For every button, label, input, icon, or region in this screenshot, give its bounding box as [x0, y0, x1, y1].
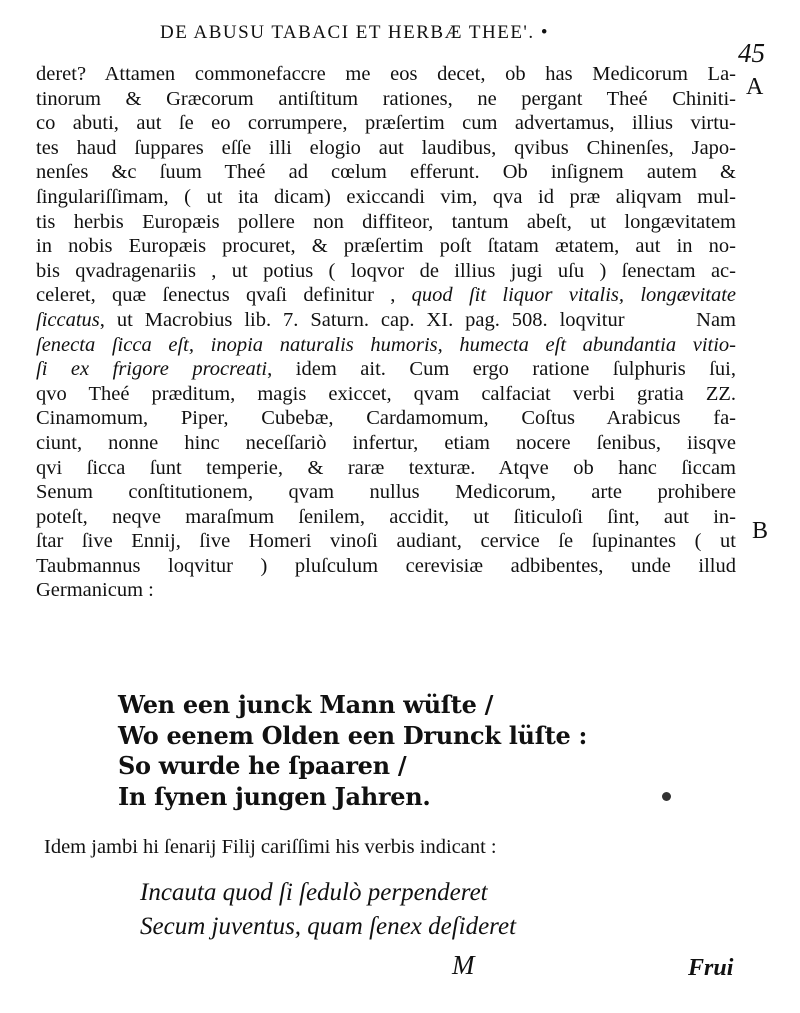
text-line — [36, 308, 736, 333]
verse-line: So wurde he ſpaaren / — [118, 751, 407, 780]
signature-mark: M — [452, 950, 475, 980]
text-line: in nobis Europæis procuret, & præſertim poſt ſtatam ætatem, aut in no- — [36, 235, 736, 258]
text-line: Senum conſtitutionem, qvam nullus Medicorum, arte prohibere — [36, 481, 736, 504]
german-verse — [118, 690, 588, 812]
text-line: tinorum & Græcorum antiſtitum rationes, ne pergant Theé Chiniti- — [36, 87, 736, 110]
text-line: Germanicum : — [36, 579, 154, 602]
text-line: co abuti, aut ſe eo corrumpere, præſertim cum advertamus, illius virtu- — [36, 112, 736, 135]
italic-quote: ſenecta ſicca eſt, inopia naturalis humoris, humecta eſt abundantia vitio- — [36, 333, 736, 356]
text-run: , ut Macrobius lib. 7. Saturn. cap. XI. pag. 508. loqvitur Nam — [99, 308, 736, 331]
text-line — [36, 357, 736, 382]
text-line: bis qvadragenariis , ut potius ( loqvor de illius jugi uſu ) ſenectam ac- — [36, 259, 736, 282]
text-line: qvi ſicca ſunt temperie, & raræ texturæ. Atqve ob hanc ſiccam — [36, 456, 736, 479]
ink-spot — [662, 792, 671, 801]
text-line — [36, 333, 736, 358]
intro-line: Idem jambi hi ſenarij Filij cariſſimi his verbis indicant : — [44, 836, 497, 858]
italic-word: ſiccatus — [36, 308, 100, 331]
page-number: 45 — [738, 38, 765, 68]
verse-line: Wo eenem Olden een Drunck lüſte : — [118, 720, 588, 750]
margin-mark-b: B — [752, 518, 769, 544]
text-line: ciunt, nonne hinc neceſſariò infertur, etiam nocere ſenibus, iisqve — [36, 431, 736, 454]
running-head: DE ABUSU TABACI ET HERBÆ THEE'. • — [160, 22, 549, 43]
verse-line: Wen een junck Mann wüſte / — [118, 690, 494, 719]
text-line — [36, 283, 736, 308]
italic-quote: quod ſit liquor vitalis, longævitate — [411, 284, 736, 307]
verse-line: Incauta quod ſi ſedulò perpenderet — [140, 879, 488, 906]
verse-line: In ſynen jungen Jahren. — [118, 781, 431, 811]
latin-verse — [140, 876, 516, 944]
text-line: poteſt, neqve maraſmum ſenilem, accidit, ut ſiticuloſi ſint, aut in- — [36, 505, 736, 528]
italic-quote: ſi ex frigore procreati — [36, 358, 268, 381]
text-line: ſingulariſſimam, ( ut ita dicam) exiccandi vim, qva id præ aliqvam mul- — [36, 185, 736, 208]
text-line: nenſes &c ſuum Theé ad cœlum efferunt. Ob inſignem autem & — [36, 161, 736, 184]
text-line: qvo Theé præditum, magis exiccet, qvam calfaciat verbi gratia ZZ. — [36, 382, 736, 405]
text-run: celeret, quæ ſenectus qvaſi definitur , — [36, 284, 396, 307]
margin-mark-a: A — [746, 74, 764, 100]
text-run: , idem ait. Cum ergo ratione ſulphuris ſui, — [267, 358, 737, 381]
body-paragraph — [36, 62, 736, 603]
text-line: deret? Attamen commonefaccre me eos decet, ob has Medicorum La- — [36, 63, 736, 85]
text-line: tes haud ſuppares eſſe illi elogio aut laudibus, qvibus Chinenſes, Japo- — [36, 136, 736, 159]
text-line: Cinamomum, Piper, Cubebæ, Cardamomum, Coſtus Arabicus fa- — [36, 407, 736, 430]
text-line: Taubmannus loqvitur ) pluſculum cerevisiæ adbibentes, unde illud — [36, 554, 736, 577]
catchword: Frui — [688, 955, 734, 981]
verse-line: Secum juventus, quam ſenex deſideret — [140, 913, 517, 940]
text-line: tis herbis Europæis pollere non diffiteor, tantum abeſt, ut longævitatem — [36, 210, 736, 233]
text-line: ſtar ſive Ennij, ſive Homeri vinoſi audiant, cervice ſe ſupinantes ( ut — [36, 530, 736, 553]
